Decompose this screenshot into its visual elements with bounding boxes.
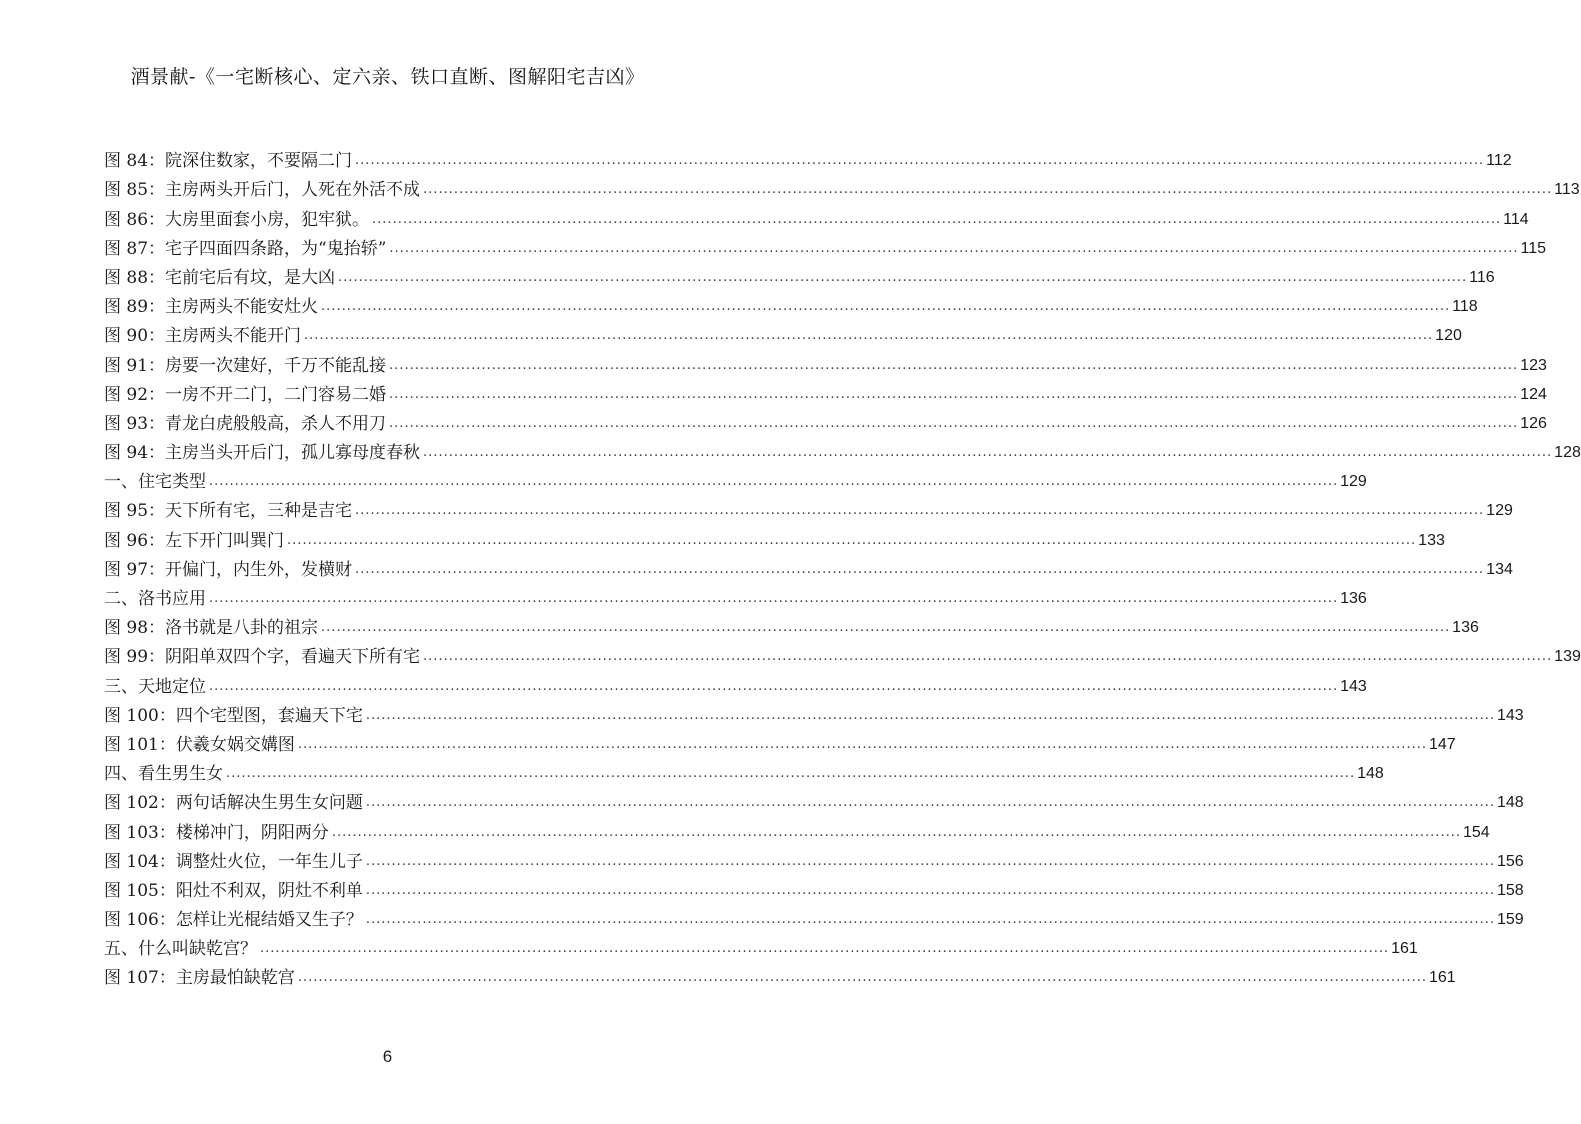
dot-leader: ............................................................................................................................................................................................................................ xyxy=(209,591,1339,606)
toc-entry-title: 图 94：主房当头开后门，孤儿寡母度春秋 xyxy=(104,443,421,464)
toc-entry-page: 136 xyxy=(1452,619,1479,637)
dot-leader: ............................................................................................................................................................................................................................ xyxy=(423,649,1553,665)
toc-entry-title: 图 105：阳灶不利双，阴灶不利单 xyxy=(104,880,363,901)
toc-entry xyxy=(104,639,1581,668)
toc-entry-page: 148 xyxy=(1357,765,1384,783)
toc-entry-page: 124 xyxy=(1520,385,1547,403)
toc-entry xyxy=(104,698,1524,727)
table-of-contents xyxy=(104,143,1581,989)
toc-entry-title: 图 89：主房两头不能安灶火 xyxy=(104,297,319,318)
toc-entry xyxy=(104,464,1367,493)
toc-entry-page: 112 xyxy=(1486,152,1512,170)
toc-entry-title: 图 93：青龙白虎般般高，杀人不用刀 xyxy=(104,413,387,434)
toc-entry-title: 图 88：宅前宅后有坟，是大凶 xyxy=(104,267,336,288)
toc-entry-title: 图 86：大房里面套小房，犯牢狱。 xyxy=(104,209,370,230)
dot-leader: ............................................................................................................................................................................................................................ xyxy=(209,678,1339,694)
toc-entry xyxy=(104,231,1547,260)
toc-entry-title: 图 106：怎样让光棍结婚又生子？ xyxy=(104,910,363,931)
toc-entry-page: 161 xyxy=(1391,940,1418,958)
toc-entry xyxy=(104,318,1462,347)
toc-entry-page: 118 xyxy=(1452,298,1478,316)
toc-entry xyxy=(104,844,1524,873)
toc-entry-page: 114 xyxy=(1503,210,1529,228)
toc-entry-page: 126 xyxy=(1520,414,1547,432)
toc-entry-title: 四、看生男生女 xyxy=(104,764,223,785)
toc-entry xyxy=(104,347,1547,376)
toc-entry-title: 图 103：楼梯冲门，阴阳两分 xyxy=(104,822,329,843)
dot-leader: ............................................................................................................................................................................................................................ xyxy=(355,503,1485,519)
toc-entry xyxy=(104,377,1547,406)
toc-entry-title: 一、住宅类型 xyxy=(104,472,206,493)
dot-leader: ............................................................................................................................................................................................................................ xyxy=(226,766,1356,782)
toc-entry-page: 139 xyxy=(1554,648,1581,666)
toc-entry xyxy=(104,756,1384,785)
toc-entry-title: 图 107：主房最怕缺乾宫 xyxy=(104,968,295,989)
toc-entry xyxy=(104,406,1547,435)
toc-entry xyxy=(104,172,1580,201)
dot-leader: ............................................................................................................................................................................................................................ xyxy=(287,532,1417,548)
page-title: 酒景献-《一宅断核心、定六亲、铁口直断、图解阳宅吉凶》 xyxy=(130,66,645,88)
dot-leader: ............................................................................................................................................................................................................................ xyxy=(365,912,1495,928)
toc-entry xyxy=(104,289,1478,318)
dot-leader: ............................................................................................................................................................................................................................ xyxy=(355,561,1485,577)
dot-leader: ............................................................................................................................................................................................................................ xyxy=(355,153,1485,169)
toc-entry xyxy=(104,814,1490,843)
toc-entry-title: 图 102：两句话解决生男生女问题 xyxy=(104,793,363,814)
dot-leader: ............................................................................................................................................................................................................................ xyxy=(423,182,1553,198)
dot-leader: ............................................................................................................................................................................................................................ xyxy=(297,970,1427,986)
toc-entry xyxy=(104,581,1367,610)
toc-entry-title: 三、天地定位 xyxy=(104,676,206,697)
toc-entry-page: 147 xyxy=(1428,735,1456,753)
page-number: 6 xyxy=(382,1047,393,1066)
toc-entry-title: 图 90：主房两头不能开门 xyxy=(104,326,302,347)
toc-entry-page: 161 xyxy=(1428,969,1456,987)
toc-entry-page: 159 xyxy=(1496,911,1524,929)
toc-entry xyxy=(104,143,1512,172)
toc-entry-page: 129 xyxy=(1340,473,1367,491)
dot-leader: ............................................................................................................................................................................................................................ xyxy=(304,328,1434,344)
toc-entry-title: 图 92：一房不开二门，二门容易二婚 xyxy=(104,384,387,405)
toc-entry xyxy=(104,435,1581,464)
dot-leader: ............................................................................................................................................................................................................................ xyxy=(365,853,1495,869)
toc-entry-page: 136 xyxy=(1340,590,1367,607)
toc-entry-page: 113 xyxy=(1554,181,1580,199)
toc-entry-title: 图 84：院深住数家，不要隔二门 xyxy=(104,151,353,172)
toc-entry xyxy=(104,260,1495,289)
toc-entry-page: 156 xyxy=(1496,852,1524,870)
toc-entry-title: 图 91：房要一次建好，千万不能乱接 xyxy=(104,355,387,376)
toc-entry-title: 图 104：调整灶火位，一年生儿子 xyxy=(104,851,363,872)
toc-entry xyxy=(104,668,1367,697)
toc-entry-page: 123 xyxy=(1520,356,1547,374)
toc-entry-page: 143 xyxy=(1496,706,1524,724)
toc-entry-page: 120 xyxy=(1435,327,1462,345)
toc-entry-title: 图 101：伏羲女娲交媾图 xyxy=(104,734,295,755)
dot-leader: ............................................................................................................................................................................................................................ xyxy=(389,386,1519,402)
toc-entry-page: 128 xyxy=(1554,444,1581,462)
toc-entry-title: 二、洛书应用 xyxy=(104,589,206,609)
toc-entry xyxy=(104,931,1418,960)
toc-entry xyxy=(104,727,1456,756)
toc-entry-page: 158 xyxy=(1496,881,1524,899)
toc-entry-title: 五、什么叫缺乾宫？ xyxy=(104,939,257,960)
toc-entry-title: 图 99：阴阳单双四个字，看遍天下所有宅 xyxy=(104,647,421,668)
toc-entry-title: 图 85：主房两头开后门，人死在外活不成 xyxy=(104,180,421,201)
dot-leader: ............................................................................................................................................................................................................................ xyxy=(372,211,1502,227)
toc-entry-title: 图 98：洛书就是八卦的祖宗 xyxy=(104,618,319,639)
dot-leader: ............................................................................................................................................................................................................................ xyxy=(389,240,1519,256)
toc-entry xyxy=(104,785,1524,814)
dot-leader: ............................................................................................................................................................................................................................ xyxy=(365,795,1495,811)
dot-leader: ............................................................................................................................................................................................................................ xyxy=(297,736,1427,752)
toc-entry-page: 148 xyxy=(1496,794,1524,812)
dot-leader: ............................................................................................................................................................................................................................ xyxy=(331,824,1461,840)
toc-entry xyxy=(104,552,1513,581)
toc-entry-page: 129 xyxy=(1486,502,1513,520)
toc-entry-page: 134 xyxy=(1486,560,1513,578)
toc-entry-page: 133 xyxy=(1418,531,1445,549)
toc-entry-title: 图 97：开偏门，内生外，发横财 xyxy=(104,559,353,580)
dot-leader: ............................................................................................................................................................................................................................ xyxy=(321,299,1451,315)
toc-entry-title: 图 95：天下所有宅，三种是吉宅 xyxy=(104,501,353,522)
toc-entry-page: 143 xyxy=(1340,677,1367,695)
dot-leader: ............................................................................................................................................................................................................................ xyxy=(209,474,1339,490)
toc-entry xyxy=(104,201,1529,230)
dot-leader: ............................................................................................................................................................................................................................ xyxy=(389,357,1519,373)
toc-entry xyxy=(104,960,1456,989)
toc-entry xyxy=(104,493,1513,522)
dot-leader: ............................................................................................................................................................................................................................ xyxy=(423,445,1553,461)
toc-entry xyxy=(104,902,1524,931)
dot-leader: ............................................................................................................................................................................................................................ xyxy=(389,415,1519,431)
toc-entry-title: 图 96：左下开门叫巽门 xyxy=(104,530,285,551)
toc-entry-title: 图 87：宅子四面四条路，为“鬼抬轿” xyxy=(104,238,387,259)
toc-entry xyxy=(104,522,1445,551)
dot-leader: ............................................................................................................................................................................................................................ xyxy=(338,269,1468,285)
toc-entry-page: 154 xyxy=(1462,823,1490,841)
toc-entry-page: 116 xyxy=(1469,268,1495,286)
toc-entry-page: 115 xyxy=(1520,239,1547,257)
toc-entry xyxy=(104,873,1524,902)
dot-leader: ............................................................................................................................................................................................................................ xyxy=(321,620,1451,636)
toc-entry-title: 图 100：四个宅型图，套遍天下宅 xyxy=(104,705,363,726)
dot-leader: ............................................................................................................................................................................................................................ xyxy=(260,941,1390,957)
dot-leader: ............................................................................................................................................................................................................................ xyxy=(365,882,1495,898)
toc-entry xyxy=(104,610,1479,639)
dot-leader: ............................................................................................................................................................................................................................ xyxy=(365,707,1495,723)
